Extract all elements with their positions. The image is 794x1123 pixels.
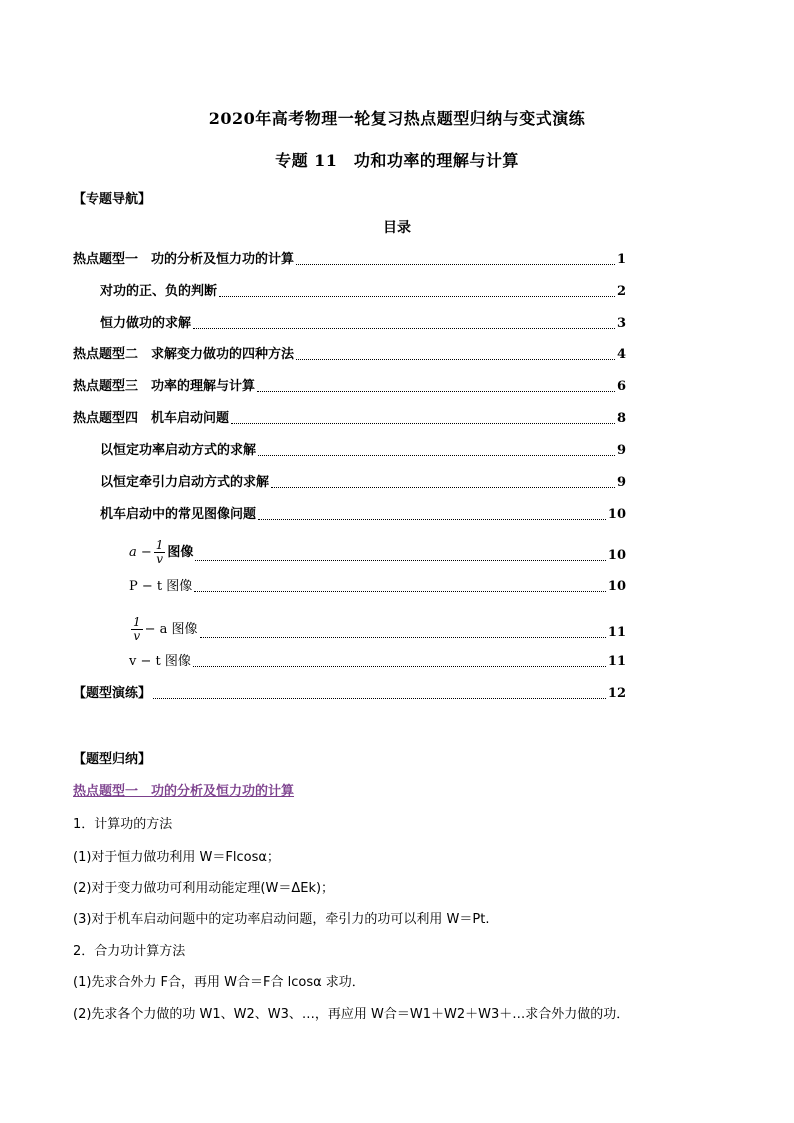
body-line-6: (1)先求合外力 F合，再用 W合＝F合 lcosα 求功． — [73, 975, 365, 990]
document-title: 2020年高考物理一轮复习热点题型归纳与变式演练 — [208, 109, 586, 128]
toc-page-number: 2 — [616, 284, 626, 299]
body-line-5: 2．合力功计算方法 — [73, 944, 186, 959]
section-heading-link[interactable]: 热点题型一 功的分析及恒力功的计算 — [73, 784, 295, 799]
toc-leader-dots — [193, 328, 615, 329]
toc-leader-dots — [271, 487, 615, 488]
toc-item-label: v − t 图像 — [129, 654, 191, 669]
toc-page-number: 1 — [616, 252, 626, 267]
toc-leader-dots — [219, 296, 615, 297]
toc-leader-dots — [194, 591, 606, 592]
toc-page-number: 10 — [607, 507, 626, 522]
body-line-3: (2)对于变力做功可利用动能定理(W＝ΔEk)； — [73, 881, 335, 896]
toc-item-label: 【题型演练】 — [73, 686, 152, 701]
toc-leader-dots — [153, 698, 606, 699]
toc-item-7[interactable] — [100, 441, 626, 461]
toc-item-label: 热点题型一 功的分析及恒力功的计算 — [73, 252, 295, 267]
toc-item-6[interactable] — [73, 409, 626, 429]
toc-item-1[interactable] — [73, 250, 626, 270]
fraction — [154, 539, 166, 566]
toc-item-9[interactable] — [100, 505, 626, 525]
formula-suffix: − a 图像 — [144, 621, 198, 637]
toc-leader-dots — [231, 423, 615, 424]
fraction — [131, 616, 143, 643]
toc-item-8[interactable] — [100, 473, 626, 493]
toc-item-label: 热点题型二 求解变力做功的四种方法 — [73, 347, 295, 362]
toc-page-number: 12 — [607, 686, 626, 701]
toc-item-10[interactable] — [129, 536, 626, 566]
body-line-7: (2)先求各个力做的功 W1、W2、W3、…，再应用 W合＝W1＋W2＋W3＋…求合外力做的功． — [73, 1007, 630, 1022]
toc-page-number: 11 — [607, 654, 626, 669]
toc-item-label: 以恒定功率启动方式的求解 — [100, 443, 257, 458]
toc-item-12[interactable] — [129, 609, 626, 643]
toc-item-label: 以恒定牵引力启动方式的求解 — [100, 475, 270, 490]
fraction-numerator: 1 — [133, 615, 141, 629]
nav-label: 【专题导航】 — [73, 192, 152, 207]
toc-item-11[interactable] — [129, 577, 626, 597]
toc-item-13[interactable] — [129, 652, 626, 672]
body-line-2: (1)对于恒力做功利用 W＝Flcosα； — [73, 850, 280, 865]
toc-heading: 目录 — [383, 220, 411, 236]
toc-item-label — [129, 539, 193, 566]
formula-suffix: 图像 — [167, 544, 194, 560]
toc-page-number: 11 — [607, 625, 626, 640]
toc-item-4[interactable] — [73, 345, 626, 365]
toc-item-label: 对功的正、负的判断 — [100, 284, 218, 299]
toc-page-number: 10 — [607, 579, 626, 594]
toc-item-5[interactable] — [73, 377, 626, 397]
toc-leader-dots — [258, 519, 606, 520]
toc-item-label: 热点题型三 功率的理解与计算 — [73, 379, 256, 394]
toc-leader-dots — [296, 264, 615, 265]
toc-item-2[interactable] — [100, 282, 626, 302]
toc-page-number: 6 — [616, 379, 626, 394]
toc-item-3[interactable] — [100, 314, 626, 334]
fraction-numerator: 1 — [155, 538, 164, 552]
toc-page-number: 3 — [616, 316, 626, 331]
toc-item-14[interactable] — [73, 684, 626, 704]
toc-page-number: 10 — [607, 548, 626, 563]
formula-prefix: a − — [129, 544, 152, 560]
toc-page-number: 9 — [616, 443, 626, 458]
toc-leader-dots — [258, 455, 615, 456]
body-line-1: 1．计算功的方法 — [73, 817, 173, 832]
toc-page-number: 4 — [616, 347, 626, 362]
toc-item-label: P − t 图像 — [129, 579, 193, 594]
toc-page-number: 8 — [616, 411, 626, 426]
body-line-4: (3)对于机车启动问题中的定功率启动问题，牵引力的功可以利用 W＝Pt. — [73, 912, 490, 927]
toc-leader-dots — [193, 666, 606, 667]
toc-item-label: 机车启动中的常见图像问题 — [100, 507, 257, 522]
toc-item-label — [129, 616, 198, 643]
toc-page-number: 9 — [616, 475, 626, 490]
fraction-denominator: v — [133, 629, 141, 643]
toc-leader-dots — [257, 391, 615, 392]
toc-item-label: 热点题型四 机车启动问题 — [73, 411, 230, 426]
toc-leader-dots — [200, 637, 606, 638]
section-label: 【题型归纳】 — [73, 752, 152, 767]
toc-leader-dots — [195, 560, 605, 561]
toc-leader-dots — [296, 359, 615, 360]
toc-item-label: 恒力做功的求解 — [100, 316, 192, 331]
fraction-denominator: v — [156, 552, 163, 566]
document-subtitle: 专题 11 功和功率的理解与计算 — [275, 151, 519, 170]
